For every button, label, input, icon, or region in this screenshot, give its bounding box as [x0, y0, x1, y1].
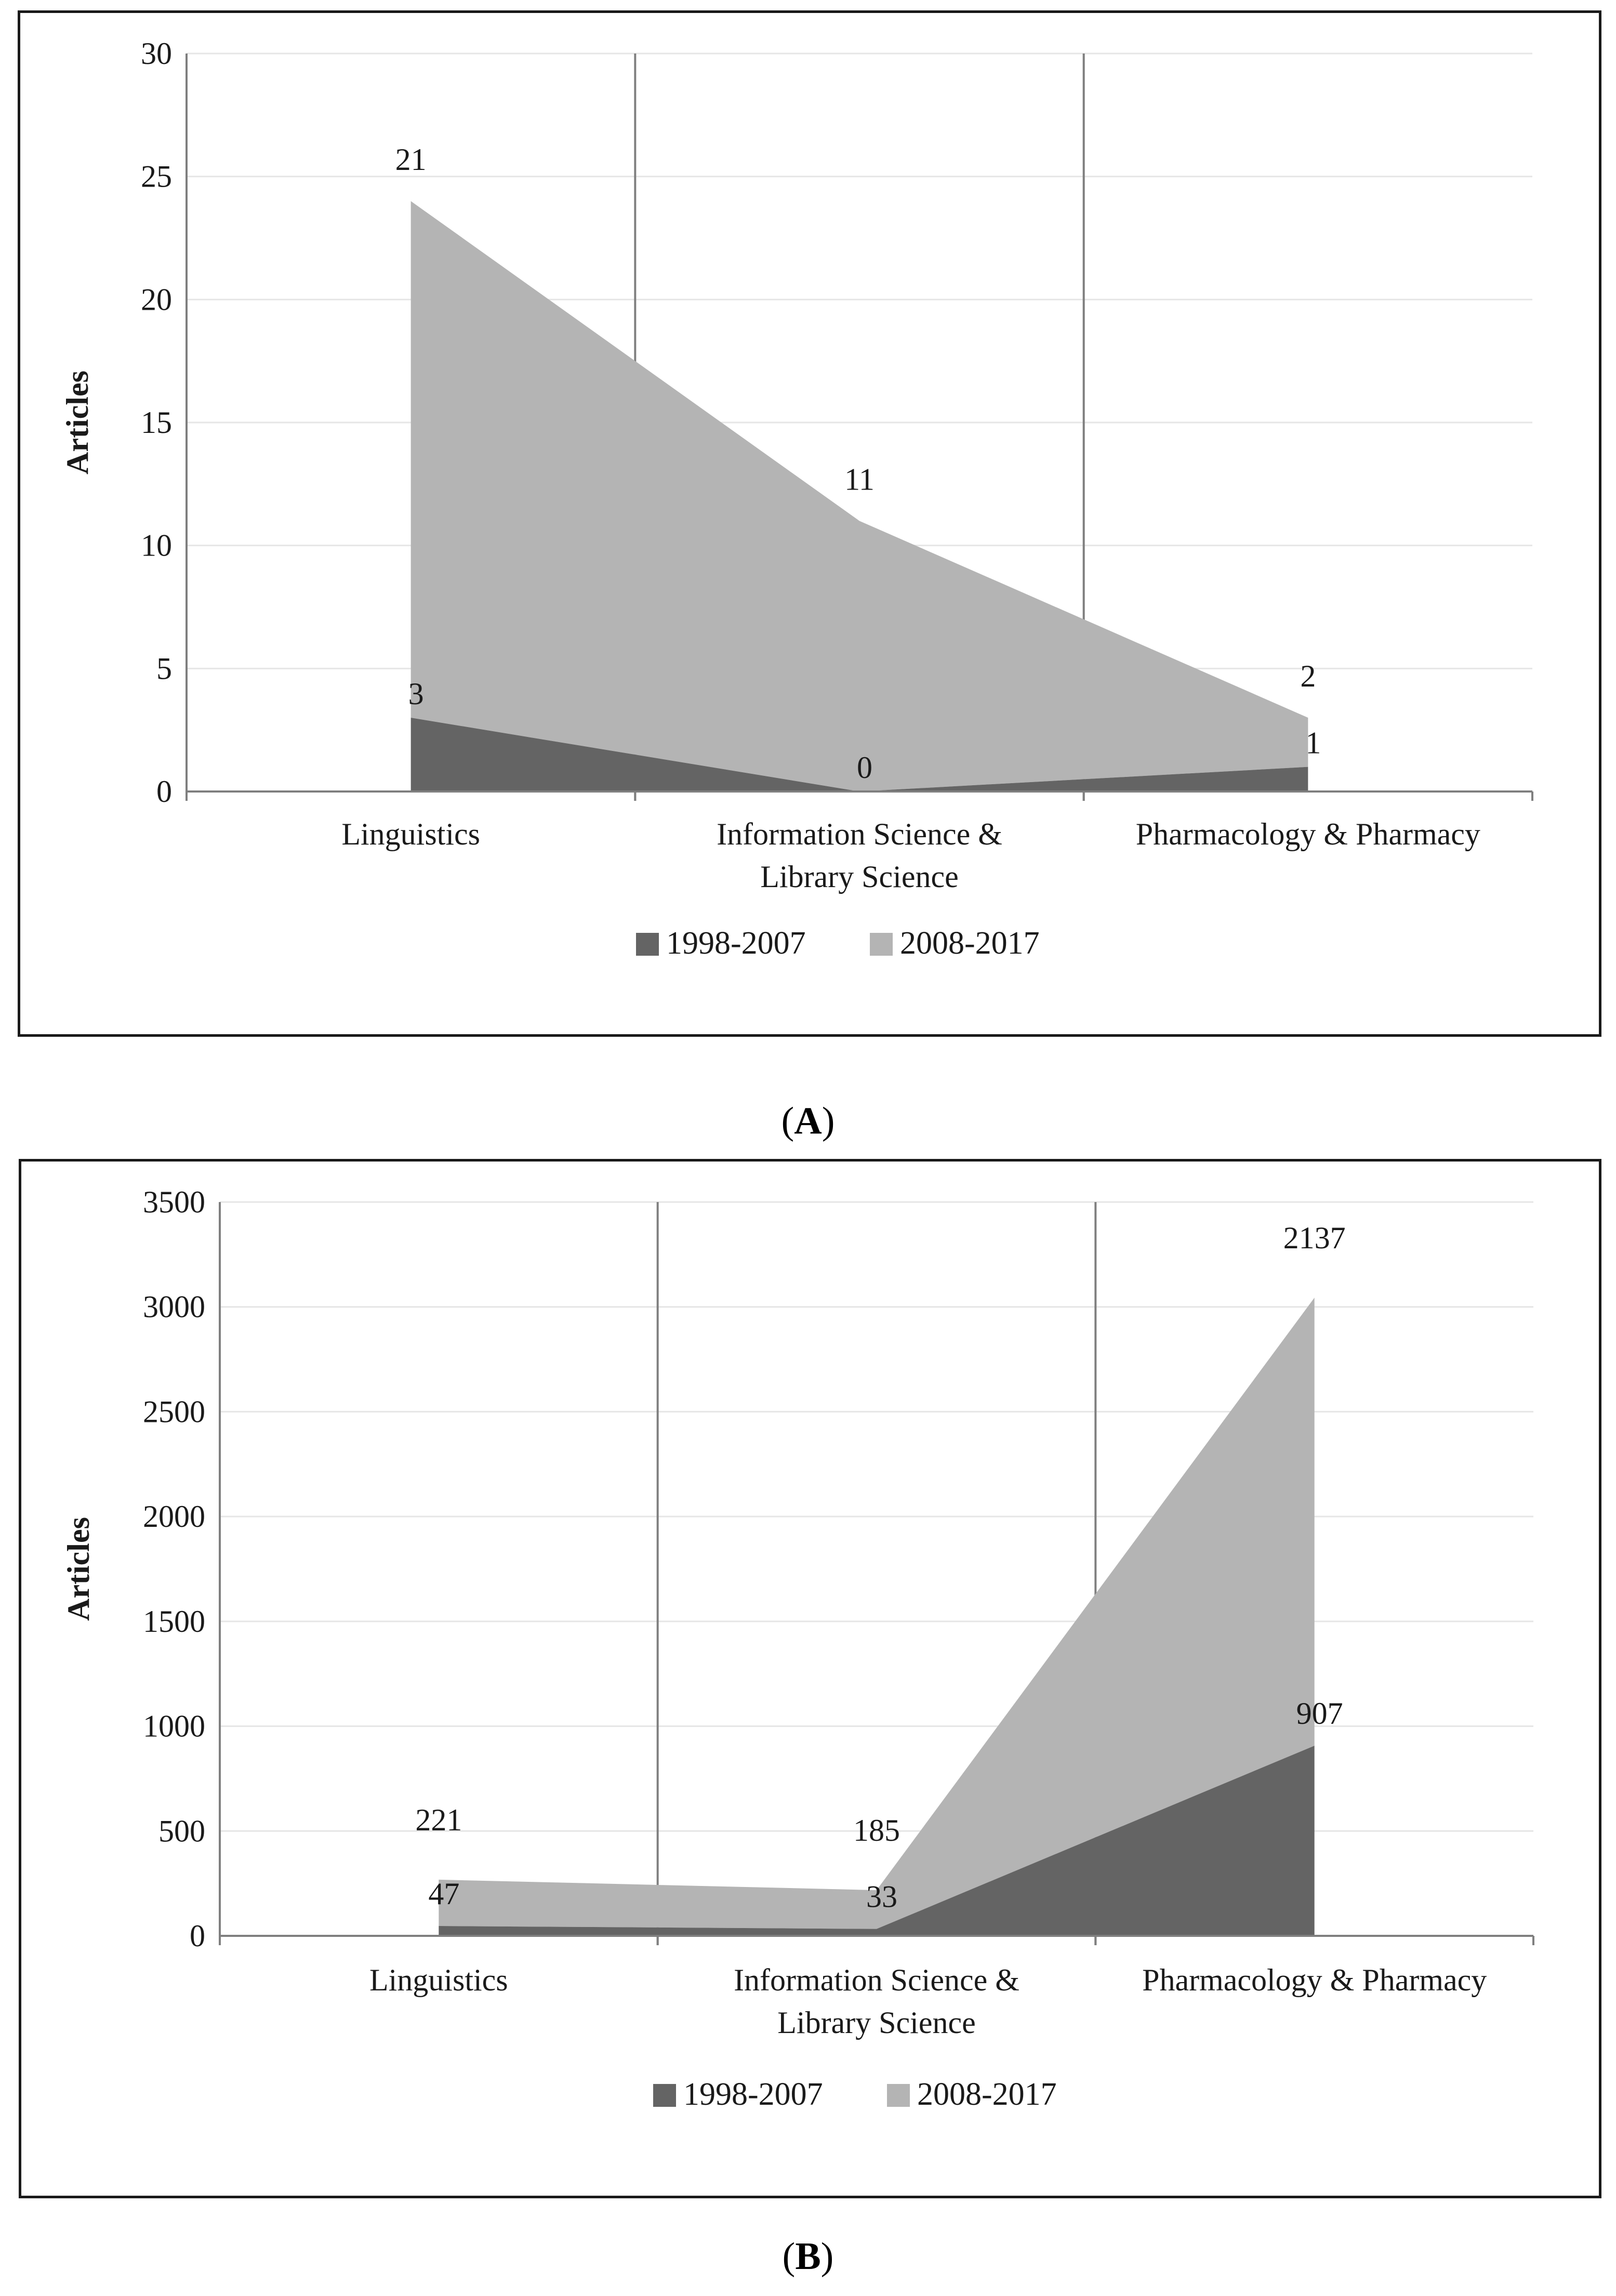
legend-swatch — [870, 933, 893, 956]
caption-b-label: B — [795, 2235, 821, 2278]
data-label-2008-2017: 2137 — [1283, 1220, 1346, 1255]
category-label: Information Science & — [734, 1963, 1019, 1997]
chart-panel-b — [19, 1159, 1601, 2198]
category-label: Pharmacology & Pharmacy — [1142, 1963, 1487, 1997]
data-label-1998-2007: 3 — [408, 677, 424, 711]
caption-a-label: A — [794, 1100, 822, 1142]
y-tick-label: 1000 — [143, 1709, 205, 1744]
data-label-1998-2007: 47 — [428, 1877, 460, 1911]
data-label-2008-2017: 11 — [844, 462, 875, 497]
y-tick-label: 500 — [158, 1814, 205, 1849]
data-label-1998-2007: 907 — [1296, 1696, 1343, 1731]
legend-label: 2008-2017 — [917, 2077, 1057, 2112]
y-axis-title: Articles — [61, 1517, 96, 1621]
area-chart-a — [20, 13, 1599, 1034]
category-label: Linguistics — [369, 1963, 508, 1997]
y-axis-title: Articles — [60, 371, 95, 474]
y-tick-label: 30 — [141, 36, 172, 71]
category-label: Library Science — [777, 2005, 976, 2040]
category-label: Information Science & — [717, 817, 1002, 851]
y-tick-label: 3500 — [143, 1185, 205, 1219]
y-tick-label: 3000 — [143, 1289, 205, 1324]
caption-b: (B) — [782, 2235, 834, 2278]
y-tick-label: 20 — [141, 282, 172, 317]
data-label-1998-2007: 0 — [857, 750, 872, 785]
legend-swatch — [653, 2084, 676, 2107]
data-label-2008-2017: 21 — [395, 142, 427, 177]
legend-label: 2008-2017 — [900, 926, 1040, 961]
legend-label: 1998-2007 — [666, 926, 806, 961]
legend-label: 1998-2007 — [683, 2077, 823, 2112]
y-tick-label: 1500 — [143, 1604, 205, 1639]
y-tick-label: 2000 — [143, 1499, 205, 1534]
y-tick-label: 0 — [156, 774, 172, 809]
y-tick-label: 5 — [156, 651, 172, 686]
y-tick-label: 0 — [190, 1919, 205, 1953]
y-tick-label: 25 — [141, 159, 172, 194]
y-tick-label: 15 — [141, 405, 172, 440]
data-label-1998-2007: 1 — [1305, 725, 1321, 760]
legend — [653, 2077, 1057, 2112]
data-label-1998-2007: 33 — [866, 1879, 897, 1914]
legend-swatch — [887, 2084, 910, 2107]
chart-panel-a — [18, 10, 1601, 1037]
data-label-2008-2017: 185 — [853, 1813, 900, 1848]
y-tick-label: 2500 — [143, 1394, 205, 1429]
data-label-2008-2017: 221 — [415, 1802, 462, 1837]
legend — [636, 926, 1040, 961]
y-tick-label: 10 — [141, 528, 172, 563]
caption-a: (A) — [781, 1100, 835, 1142]
category-label: Linguistics — [341, 817, 481, 851]
category-label: Pharmacology & Pharmacy — [1135, 817, 1480, 851]
data-label-2008-2017: 2 — [1300, 659, 1316, 693]
category-label: Library Science — [760, 860, 959, 894]
legend-swatch — [636, 933, 659, 956]
area-chart-b — [21, 1162, 1599, 2196]
